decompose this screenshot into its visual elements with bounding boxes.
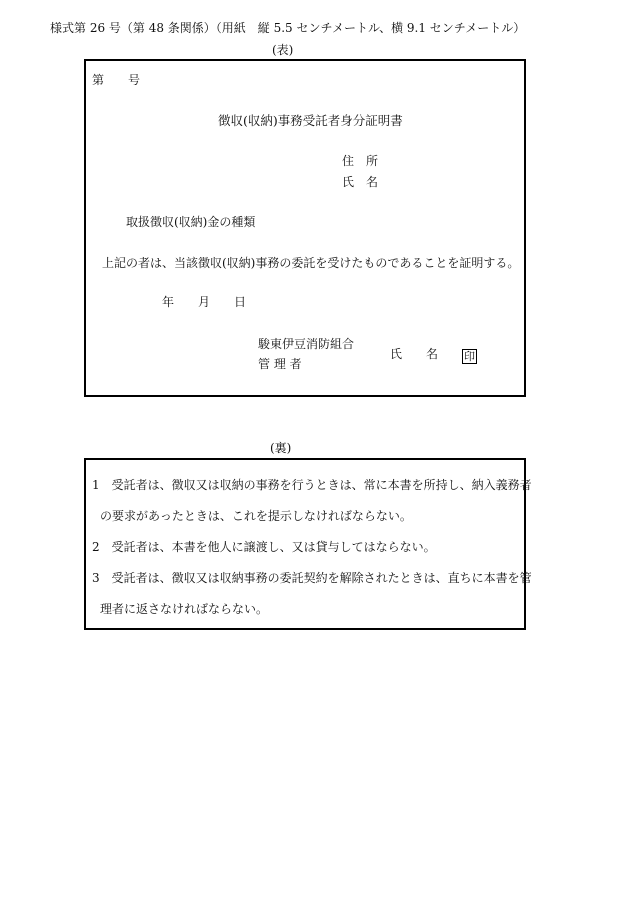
rule-3-line-1: 3 受託者は、徴収又は収納事務の委託契約を解除されたときは、直ちに本書を管: [92, 571, 532, 585]
back-card: [84, 458, 532, 630]
front-card: [84, 59, 526, 397]
rule-3-line-2: 理者に返さなければならない。: [100, 602, 269, 616]
certificate-title: 徴収(収納)事務受託者身分証明書: [218, 113, 403, 128]
seal-mark: [462, 345, 477, 364]
date-label: 年 月 日: [162, 295, 247, 309]
number-label: 第 号: [92, 73, 141, 87]
money-type-label: 取扱徴収(収納)金の種類: [126, 215, 256, 229]
rule-1-line-2: の要求があったときは、これを提示しなければならない。: [100, 509, 412, 523]
issuer-name-label: 氏 名: [390, 347, 439, 361]
rule-2-line-1: 2 受託者は、本書を他人に譲渡し、又は貸与してはならない。: [92, 540, 436, 554]
front-side-label: (表): [272, 43, 294, 57]
seal-text: 印: [464, 350, 475, 363]
manager-label: 管 理 者: [258, 357, 302, 371]
name-label: 氏 名: [342, 175, 379, 189]
rule-1-line-1: 1 受託者は、徴収又は収納の事務を行うときは、常に本書を所持し、納入義務者: [92, 478, 532, 492]
certification-text: 上記の者は、当該徴収(収納)事務の委託を受けたものであることを証明する。: [102, 256, 520, 270]
form-title: 様式第 26 号（第 48 条関係）（用紙 縦 5.5 センチメートル、横 9.1 センチメートル）: [50, 21, 526, 35]
organization-name: 駿東伊豆消防組合: [258, 337, 355, 351]
address-label: 住 所: [342, 154, 379, 168]
back-side-label: (裏): [270, 441, 292, 455]
